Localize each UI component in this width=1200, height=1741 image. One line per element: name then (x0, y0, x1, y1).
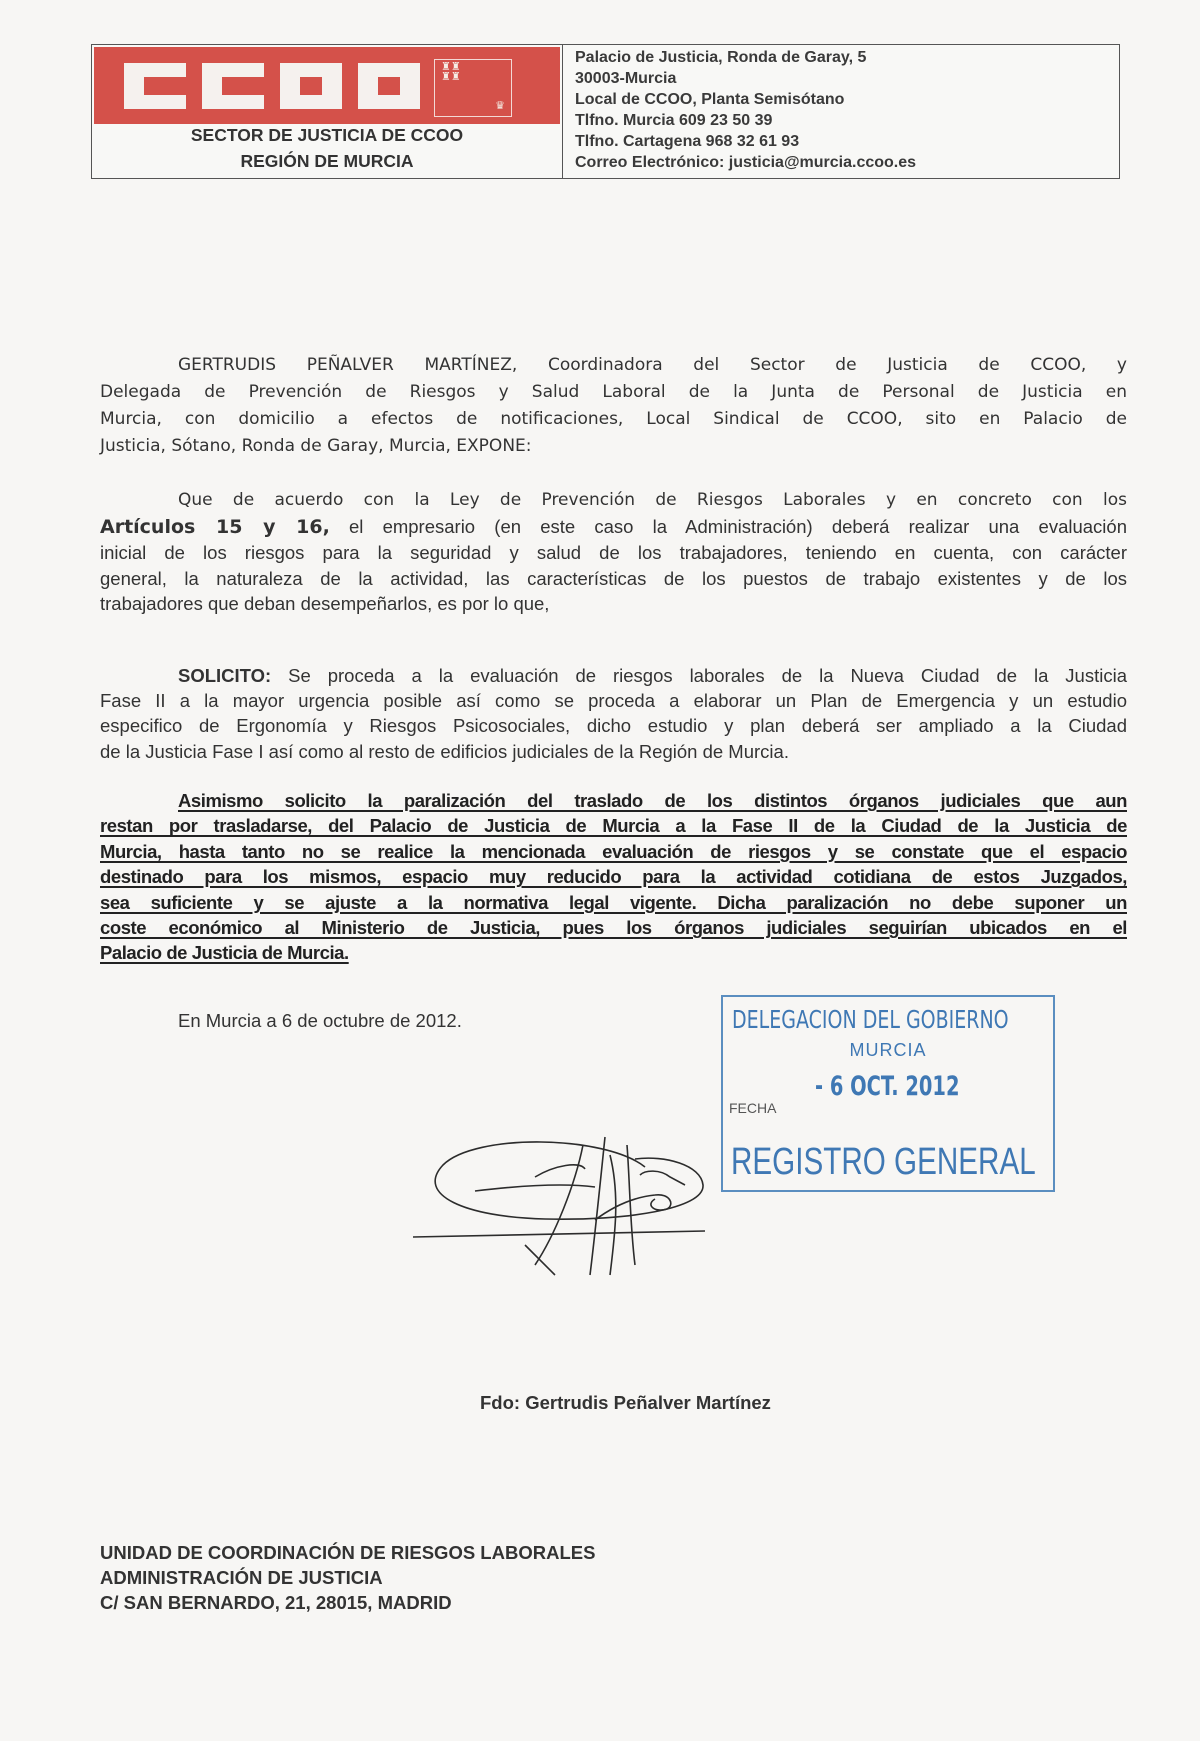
text-line: Fase II a la mayor urgencia posible así como se proceda a elaborar un Plan de Emergencia y un estudio (100, 690, 1127, 712)
contact-address: Palacio de Justicia, Ronda de Garay, 5 (575, 49, 867, 66)
date-line: En Murcia a 6 de octubre de 2012. (178, 1010, 462, 1031)
org-name: SECTOR DE JUSTICIA DE CCOO (190, 125, 464, 145)
contact-local: Local de CCOO, Planta Semisótano (575, 91, 845, 108)
paragraph-expone (100, 352, 1127, 460)
signed-by: Fdo: Gertrudis Peñalver Martínez (480, 1392, 771, 1413)
stamp-city: MURCIA (849, 1040, 927, 1060)
text-line: especifico de Ergonomía y Riesgos Psicosociales, dicho estudio y plan deberá ser ampliado a la Ciudad (100, 715, 1127, 737)
contact-info (563, 45, 916, 178)
text-span: destinado para los mismos, espacio muy reducido para la actividad cotidiana de estos Juzgados, (100, 866, 1127, 888)
articles-reference: Artículos 15 y 16, (100, 515, 330, 538)
text-line (100, 839, 1127, 864)
text-span: coste económico al Ministerio de Justicia, pues los órganos judiciales seguirían ubicados en el (100, 917, 1127, 939)
contact-email: Correo Electrónico: justicia@murcia.ccoo.es (575, 154, 917, 171)
murcia-flag-icon: ♜♜ ♜♜ ♛ (434, 59, 512, 117)
ccoo-logo (94, 47, 560, 124)
text-line: de la Justicia Fase I así como al resto de edificios judiciales de la Región de Murcia. (100, 740, 789, 762)
recipient-street: C/ SAN BERNARDO, 21, 28015, MADRID (100, 1592, 452, 1613)
text-line (100, 514, 1127, 541)
recipient-unit: UNIDAD DE COORDINACIÓN DE RIESGOS LABORALES (100, 1542, 596, 1563)
contact-phone-cartagena: Tlfno. Cartagena 968 32 61 93 (575, 133, 800, 150)
text-span: Asimismo solicito la paralización del traslado de los distintos órganos judiciales que aun (178, 790, 1127, 811)
paragraph-solicito (100, 663, 1127, 764)
text-line (100, 788, 1127, 813)
stamp-fecha-label: FECHA (729, 1100, 777, 1116)
text-span: el empresario (en este caso la Administración) deberá realizar una evaluación (329, 515, 1127, 537)
text-line: Murcia, con domicilio a efectos de notificaciones, Local Sindical de CCOO, sito en Palacio de (100, 409, 1127, 429)
text-span: Palacio de Justicia de Murcia. (100, 942, 349, 964)
text-line (100, 864, 1127, 889)
paragraph-asimismo (100, 788, 1127, 966)
letterhead-left (92, 45, 563, 178)
text-line: trabajadores que deban desempeñarlos, es por lo que, (100, 593, 550, 614)
handwritten-signature (405, 1125, 765, 1285)
text-line: GERTRUDIS PEÑALVER MARTÍNEZ, Coordinadora del Sector de Justicia de CCOO, y (178, 355, 1127, 375)
text-span: restan por trasladarse, del Palacio de Justicia de Murcia a la Fase II de la Ciudad de la Justicia de (100, 815, 1127, 837)
stamp-office: DELEGACION DEL GOBIERNO (732, 1005, 1009, 1034)
org-region: REGIÓN DE MURCIA (240, 151, 414, 171)
text-line: Que de acuerdo con la Ley de Prevención de Riesgos Laborales y en concreto con los (178, 490, 1127, 510)
registry-stamp (721, 995, 1055, 1192)
text-line (100, 813, 1127, 838)
recipient-address (100, 1540, 595, 1615)
letterhead (91, 44, 1120, 179)
text-line (100, 663, 1127, 688)
text-line (100, 915, 1127, 940)
text-line: Justicia, Sótano, Ronda de Garay, Murcia, EXPONE: (100, 436, 532, 456)
stamp-date: - 6 OCT. 2012 (815, 1071, 960, 1102)
text-line (100, 940, 1127, 965)
text-span: sea suficiente y se ajuste a la normativa legal vigente. Dicha paralización no debe suponer un (100, 891, 1127, 913)
recipient-administration: ADMINISTRACIÓN DE JUSTICIA (100, 1567, 383, 1588)
text-line (100, 890, 1127, 915)
contact-postal: 30003-Murcia (575, 70, 677, 87)
text-line: inicial de los riesgos para la seguridad y salud de los trabajadores, teniendo en cuenta, con carácter (100, 542, 1127, 563)
contact-phone-murcia: Tlfno. Murcia 609 23 50 39 (575, 112, 773, 129)
stamp-registry: REGISTRO GENERAL (731, 1141, 1036, 1183)
text-line: general, la naturaleza de la actividad, las características de los puestos de trabajo existentes y de los (100, 567, 1127, 589)
text-line: Delegada de Prevención de Riesgos y Salud Laboral de la Junta de Personal de Justicia en (100, 382, 1127, 402)
solicito-label: SOLICITO: (178, 665, 272, 686)
text-span: Se proceda a la evaluación de riesgos laborales de la Nueva Ciudad de la Justicia (271, 665, 1127, 686)
paragraph-legal-basis (100, 488, 1127, 617)
text-span: Murcia, hasta tanto no se realice la mencionada evaluación de riesgos y se constate que el espacio (100, 840, 1127, 862)
